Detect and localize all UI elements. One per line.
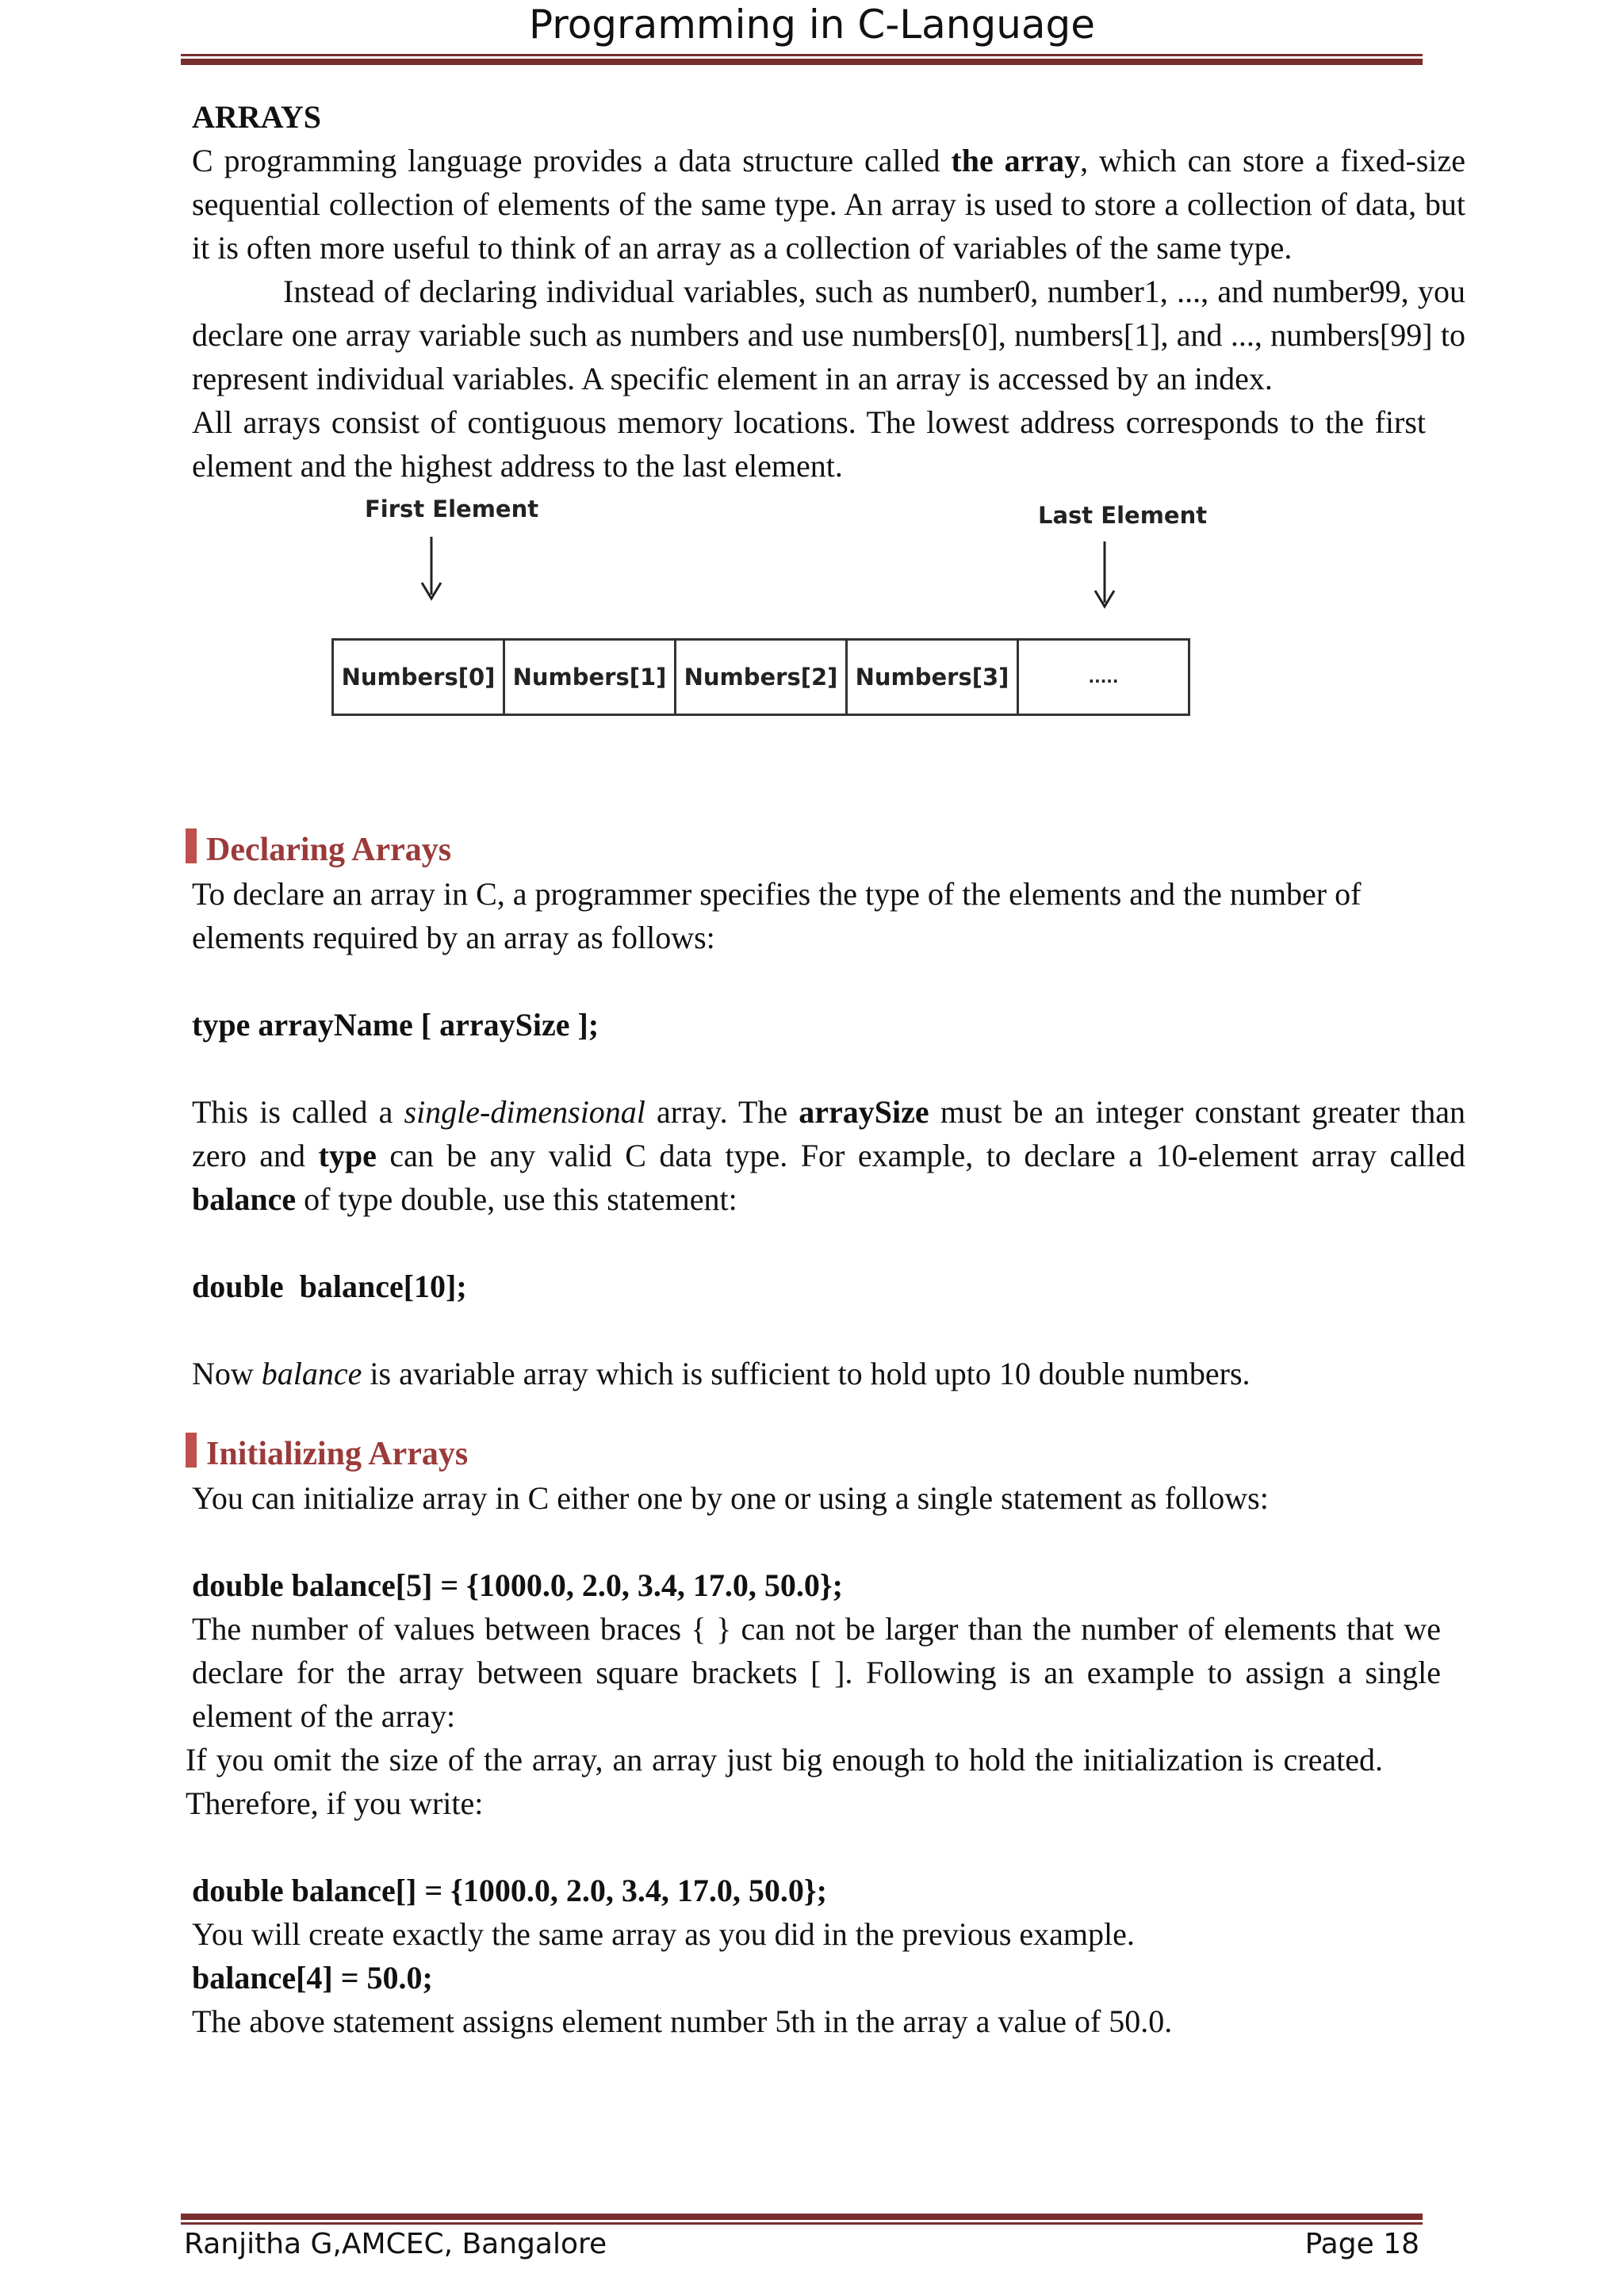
- initializing-arrays-heading: Initializing Arrays: [192, 1433, 1465, 1476]
- array-cell-ellipsis: .....: [1088, 667, 1119, 687]
- array-cell-3: Numbers[3]: [848, 641, 1019, 714]
- last-element-label: Last Element: [1038, 502, 1208, 529]
- page-content: [186, 95, 1465, 2043]
- footer-page-number: Page 18: [1304, 2228, 1419, 2260]
- first-element-arrow-icon: [422, 537, 441, 599]
- page-header-title: Programming in C-Language: [528, 2, 1096, 48]
- header-rule-thin: [181, 54, 1423, 56]
- arrays-paragraph-3: All arrays consist of contiguous memory locations. The lowest address corresponds to the first element and the highest address to the last element.: [192, 404, 1426, 484]
- declaring-code-2: double balance[10];: [192, 1269, 467, 1304]
- array-cell-0: Numbers[0]: [334, 641, 505, 714]
- initializing-code-2: double balance[] = {1000.0, 2.0, 3.4, 17.0, 50.0};: [192, 1873, 827, 1908]
- declaring-code-1: type arrayName [ arraySize ];: [192, 1007, 599, 1043]
- footer-rule-thin: [181, 2222, 1423, 2225]
- initializing-code-1: double balance[5] = {1000.0, 2.0, 3.4, 17.0, 50.0};: [192, 1567, 843, 1603]
- declaring-paragraph-2: This is called a single-dimensional array. The arraySize must be an integer constant greater than zero and type can be any valid C data type. For example, to declare a 10-element array called balance of type double, use this statement:: [192, 1094, 1465, 1217]
- initializing-paragraph-4: You will create exactly the same array as you did in the previous example.: [192, 1916, 1135, 1952]
- arrays-paragraph-2: Instead of declaring individual variables, such as number0, number1, ..., and number99, you declare one array variable such as numbers and use numbers[0], numbers[1], and ..., numbers[99] to represent individual variables. A specific element in an array is accessed by an index.: [192, 274, 1465, 396]
- declaring-arrays-heading: Declaring Arrays: [192, 828, 1465, 872]
- arrays-title: ARRAYS: [192, 99, 322, 135]
- first-element-label: First Element: [365, 496, 539, 522]
- arrays-paragraph-1: C programming language provides a data structure called the array, which can store a fixed-size sequential collection of elements of the same type. An array is used to store a collection of data, but it is often more useful to think of an array as a collection of variables of the same type.: [192, 143, 1465, 266]
- initializing-paragraph-5: The above statement assigns element number 5th in the array a value of 50.0.: [192, 2003, 1173, 2039]
- footer-rule-thick: [181, 2214, 1423, 2220]
- heading-marker-icon: [186, 828, 197, 863]
- header-rule-thick: [181, 59, 1423, 65]
- last-element-arrow-icon: [1095, 541, 1114, 607]
- array-cell-1: Numbers[1]: [505, 641, 676, 714]
- initializing-paragraph-3: If you omit the size of the array, an array just big enough to hold the initialization is created. Therefore, if you write:: [186, 1742, 1383, 1821]
- declaring-paragraph-3: Now balance is avariable array which is sufficient to hold upto 10 double numbers.: [192, 1356, 1251, 1391]
- array-cell-2: Numbers[2]: [676, 641, 848, 714]
- initializing-paragraph-2: The number of values between braces { } can not be larger than the number of elements that we declare for the array between square brackets [ ]. Following is an example to assign a single element of the array:: [192, 1611, 1441, 1734]
- footer-author: Ranjitha G,AMCEC, Bangalore: [184, 2228, 607, 2260]
- initializing-paragraph-1: You can initialize array in C either one by one or using a single statement as follows:: [192, 1480, 1269, 1516]
- array-diagram: [192, 488, 1465, 828]
- heading-marker-icon: [186, 1433, 197, 1468]
- initializing-code-3: balance[4] = 50.0;: [192, 1960, 433, 1996]
- array-cells: [331, 638, 1190, 716]
- declaring-paragraph-1: To declare an array in C, a programmer specifies the type of the elements and the number of elements required by an array as follows:: [192, 876, 1362, 955]
